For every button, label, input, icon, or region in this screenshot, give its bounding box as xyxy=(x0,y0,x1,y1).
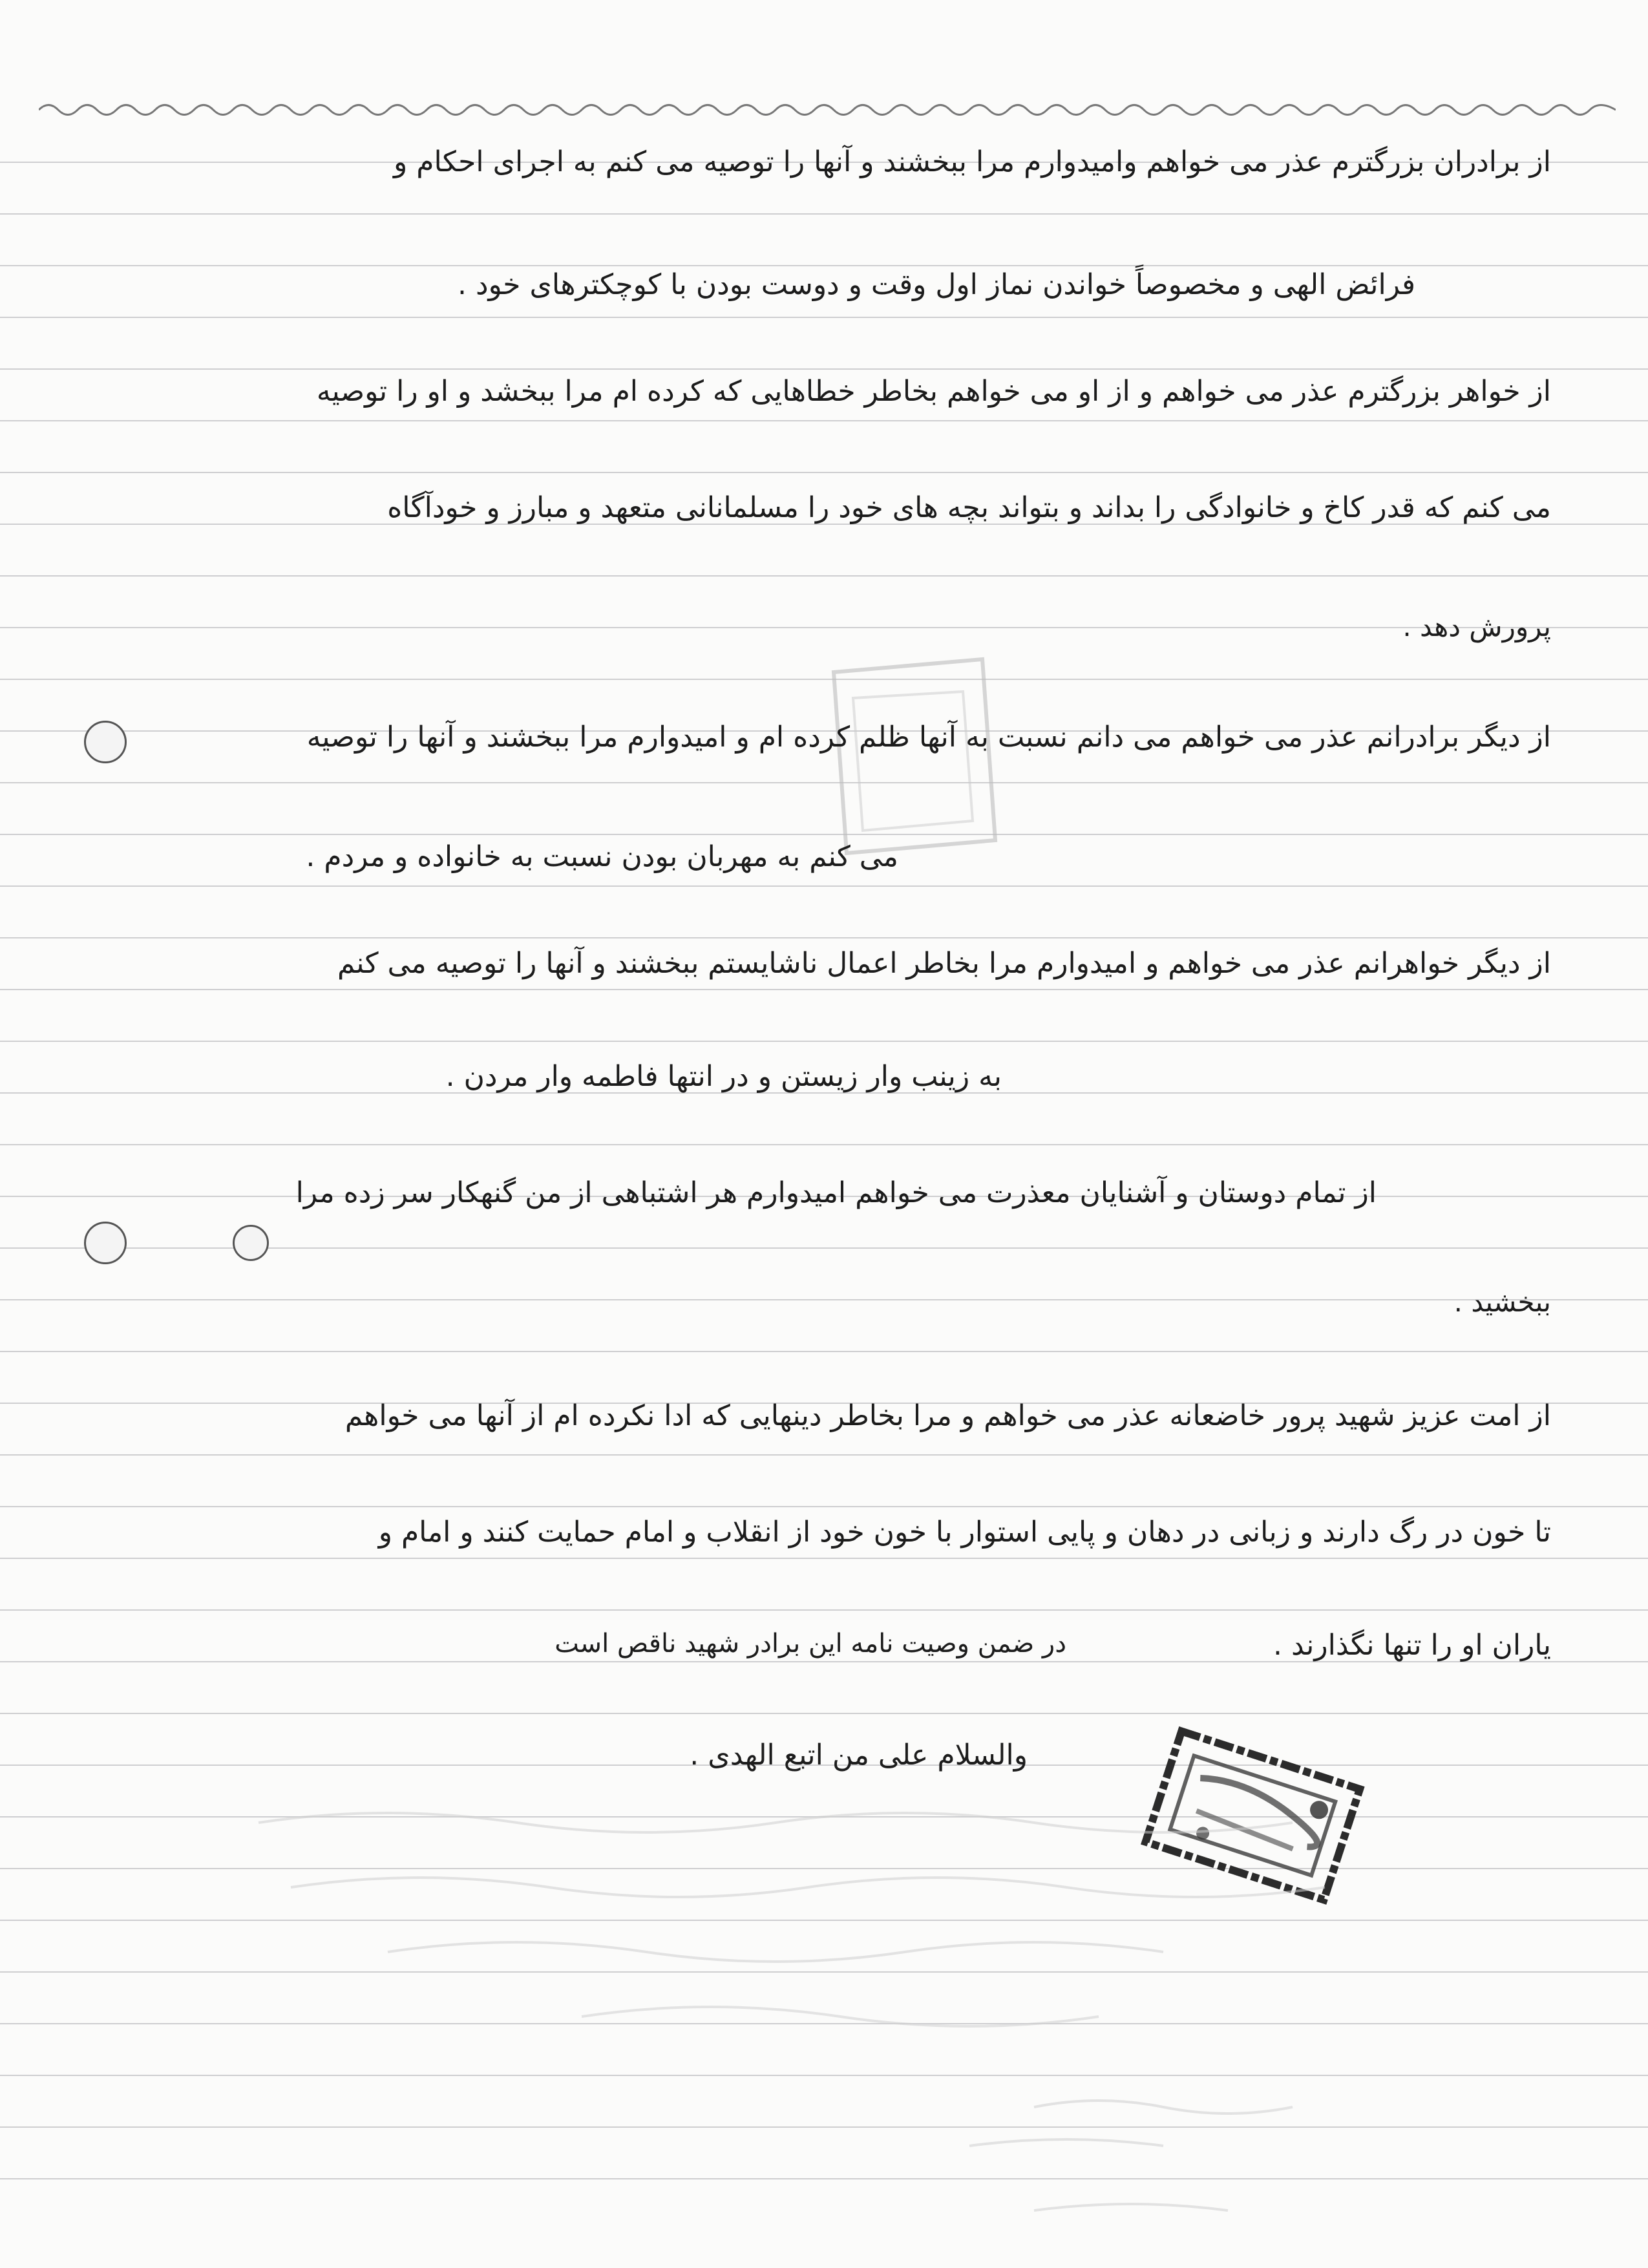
paragraph-line-12: از امت عزیز شهید پرور خاضعانه عذر می خواهم و مرا بخاطر دینهایی که ادا نکرده ام از آنها می خواهم xyxy=(344,1399,1551,1432)
paragraph-line-11: ببخشید . xyxy=(1453,1286,1551,1318)
paragraph-line-2: فرائض الهی و مخصوصاً خواندن نماز اول وقت و دوست بودن با کوچکترهای خود . xyxy=(457,268,1415,301)
paragraph-line-8: از دیگر خواهرانم عذر می خواهم و امیدوارم مرا بخاطر اعمال ناشایستم ببخشند و آنها را توصیه می کنم xyxy=(337,947,1551,980)
binder-hole-middle xyxy=(84,1222,127,1264)
paragraph-line-7: می کنم به مهربان بودن نسبت به خانواده و مردم . xyxy=(306,840,898,873)
paragraph-line-10: از تمام دوستان و آشنایان معذرت می خواهم امیدوارم هر اشتباهی از من گنهکار سر زده مرا xyxy=(295,1176,1377,1209)
bleedthrough-stamp-shape xyxy=(814,646,1008,866)
binder-hole-top xyxy=(84,721,127,763)
paragraph-line-3: از خواهر بزرگترم عذر می خواهم و از او می خواهم بخاطر خطاهایی که کرده ام مرا ببخشد و او را توصیه xyxy=(316,375,1551,408)
binder-hole-right xyxy=(233,1225,269,1261)
paragraph-line-1: از برادران بزرگترم عذر می خواهم وامیدوارم مرا ببخشند و آنها را توصیه می کنم به اجرای احکام و xyxy=(393,145,1551,178)
bleedthrough-scribbles xyxy=(194,1797,1486,2249)
closing-salutation: والسلام علی من اتبع الهدی . xyxy=(690,1739,1028,1772)
paragraph-line-14: یاران او را تنها نگذارند . xyxy=(1273,1629,1551,1662)
margin-note: در ضمن وصیت نامه این برادر شهید ناقص است xyxy=(555,1629,1066,1659)
paragraph-line-9: به زینب وار زیستن و در انتها فاطمه وار مردن . xyxy=(445,1060,1002,1093)
paragraph-line-5: پرورش دهد . xyxy=(1402,611,1551,642)
torn-edge-line xyxy=(39,97,1616,123)
paragraph-line-4: می کنم که قدر کاخ و خانوادگی را بداند و بتواند بچه های خود را مسلمانانی متعهد و مبارز و خودآگاه xyxy=(387,491,1551,524)
paragraph-line-6: از دیگر برادرانم عذر می خواهم می دانم نسبت به آنها ظلم کرده ام و امیدوارم مرا ببخشند و آنها را توصیه xyxy=(306,721,1551,754)
paragraph-line-13: تا خون در رگ دارند و زبانی در دهان و پایی استوار با خون خود از انقلاب و امام حمایت کنند و امام و xyxy=(378,1516,1551,1549)
